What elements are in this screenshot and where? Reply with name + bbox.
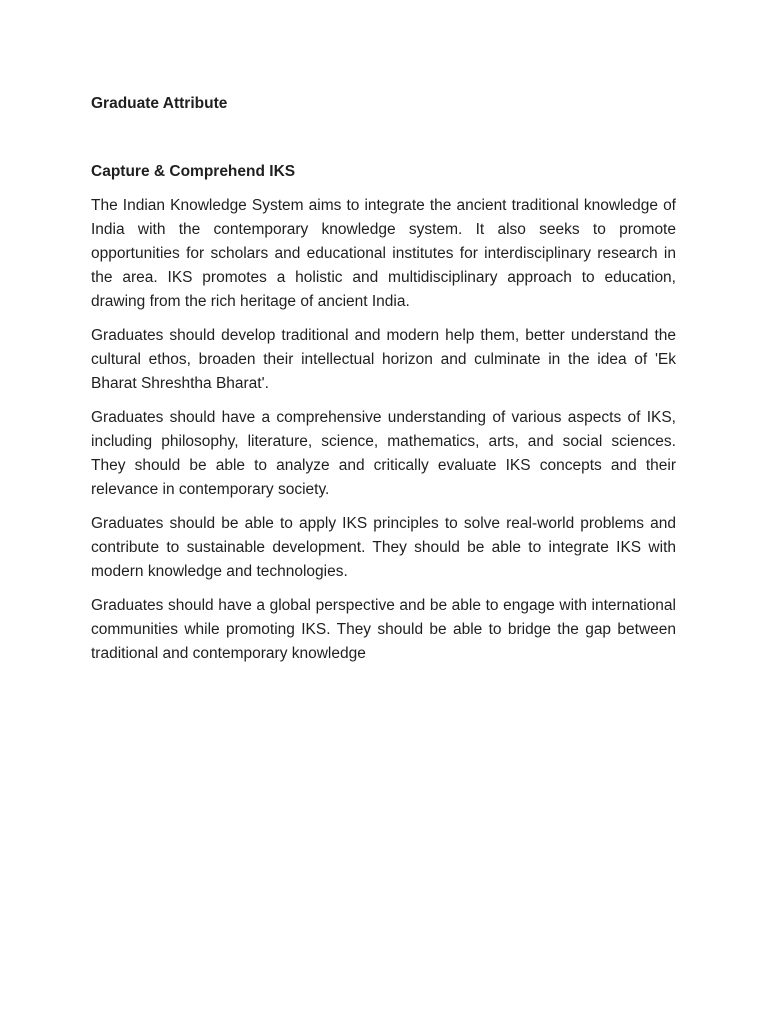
paragraph-comprehensive-understanding: Graduates should have a comprehensive understanding of various aspects of IKS, including philosophy, literature, science, mathematics, arts, and social sciences. They should be able to analyze and critically evaluate IKS concepts and their relevance in contemporary society.	[91, 409, 676, 498]
paragraph-apply-principles: Graduates should be able to apply IKS principles to solve real-world problems and contribute to sustainable development. They should be able to integrate IKS with modern knowledge and technologies.	[91, 515, 676, 580]
document-body	[91, 92, 676, 676]
document-title: Graduate Attribute	[91, 95, 228, 112]
paragraph-intro: The Indian Knowledge System aims to integrate the ancient traditional knowledge of India with the contemporary knowledge system. It also seeks to promote opportunities for scholars and educational institutes for interdisciplinary research in the area. IKS promotes a holistic and multidisciplinary approach to education, drawing from the rich heritage of ancient India.	[91, 197, 676, 310]
paragraph-global-perspective: Graduates should have a global perspective and be able to engage with international communities while promoting IKS. They should be able to bridge the gap between traditional and contemporary knowledge	[91, 597, 676, 662]
section-heading: Capture & Comprehend IKS	[91, 163, 296, 180]
paragraph-cultural-ethos: Graduates should develop traditional and modern help them, better understand the cultural ethos, broaden their intellectual horizon and culminate in the idea of 'Ek Bharat Shreshtha Bharat'.	[91, 327, 676, 392]
